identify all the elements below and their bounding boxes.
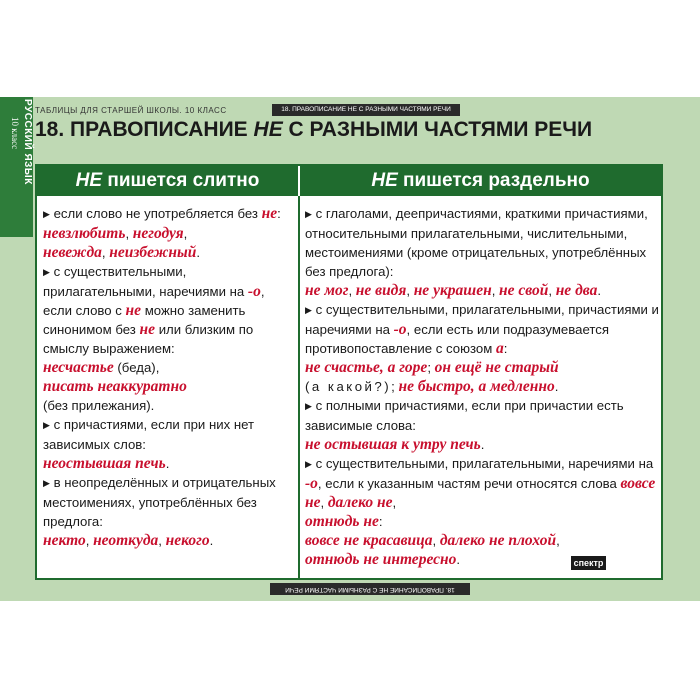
example-text: не видя — [355, 282, 407, 299]
example-text: не быстро, а медленно — [398, 378, 555, 395]
rule-text: с существительными, прилагательными, наречиями на — [315, 456, 654, 471]
bottom-title-strip: 18. ПРАВОПИСАНИЕ НЕ С РАЗНЫМИ ЧАСТЯМИ РЕЧИ — [270, 583, 470, 595]
question-text: (а какой?) — [305, 379, 392, 394]
example-text: вовсе не — [305, 475, 656, 511]
subject-label: РУССКИЙ ЯЗЫК — [22, 99, 33, 185]
rule-text: с существительными, прилагательными, наречиями на — [43, 264, 248, 299]
example-text: неизбежный — [109, 244, 197, 261]
rule-text: в неопределённых и отрицательных местоимениях, употреблённых без предлога: — [43, 475, 276, 529]
rule-text: с причастиями, если при них нет зависимых слов: — [43, 417, 255, 452]
subject-strip — [0, 97, 33, 237]
grade-label: 10 класс — [10, 117, 20, 150]
rule-text: , если к указанным частям речи относятся слова — [317, 476, 621, 491]
example-text: не — [125, 302, 142, 319]
example-text: далеко не плохой — [439, 532, 557, 549]
left-rule-3: ▶ с причастиями, если при них нет зависимых слов: неостывшая печь. — [43, 417, 255, 472]
left-header-text: пишется слитно — [102, 170, 260, 191]
example-text: отнюдь не — [305, 513, 379, 530]
example-text: не два — [555, 282, 598, 299]
rule-text: с существительными, прилагательными, причастиями и наречиями на — [305, 302, 659, 337]
example-text: он ещё не старый — [434, 359, 559, 376]
example-text: не украшен — [413, 282, 492, 299]
bullet-icon: ▶ — [43, 209, 50, 219]
right-column — [305, 204, 659, 569]
bullet-icon: ▶ — [43, 420, 50, 430]
example-text: не остывшая к утру печь — [305, 436, 481, 453]
rules-table — [35, 164, 663, 580]
example-text: а — [495, 340, 504, 357]
example-text: некто — [43, 532, 86, 549]
example-text: неоткуда — [93, 532, 159, 549]
example-text: далеко не — [327, 494, 393, 511]
example-text: не мог — [305, 282, 349, 299]
right-rule-2: ▶ с существительными, прилагательными, причастиями и наречиями на -о, если есть или подразумевается противопоставление с союзом а: не счастье, а горе; он ещё не старый (а какой?); не быстро, а медленно. — [305, 302, 659, 395]
poster — [0, 97, 700, 601]
credits-block — [571, 573, 689, 599]
left-rule-1 — [43, 204, 295, 224]
left-rule-2-examples: несчастье (беда), писать неаккуратно (без прилежания). — [43, 359, 187, 413]
rule-text: если слово не употребляется без — [53, 206, 262, 221]
synonym-text: (беда) — [113, 360, 156, 375]
bullet-icon: ▶ — [43, 478, 50, 488]
example-text: не — [139, 321, 156, 338]
left-column — [43, 204, 295, 550]
right-column-header — [300, 166, 661, 196]
column-divider — [298, 196, 300, 580]
example-text: писать неаккуратно — [43, 378, 187, 395]
example-text: некого — [165, 532, 210, 549]
title-suffix: С РАЗНЫМИ ЧАСТЯМИ РЕЧИ — [282, 118, 593, 141]
example-text: негодуя — [132, 225, 184, 242]
rule-text: , если слово с — [43, 284, 265, 318]
series-label: ТАБЛИЦЫ ДЛЯ СТАРШЕЙ ШКОЛЫ. 10 КЛАСС — [35, 106, 227, 115]
rule-text: можно заменить синонимом без — [43, 303, 246, 337]
right-rule-3: ▶ с полными причастиями, если при причастии есть зависимые слова: не остывшая к утру печь. — [305, 398, 624, 453]
example-text: не — [261, 205, 278, 222]
left-rule-1-examples: невзлюбить, негодуя, невежда, неизбежный. — [43, 225, 201, 261]
example-text: -о — [305, 475, 318, 492]
example-text: несчастье — [43, 359, 114, 376]
rule-text: : — [277, 206, 281, 221]
page-title — [35, 118, 592, 142]
rule-text: или близким по смыслу выражением: — [43, 322, 254, 356]
example-text: не свой — [499, 282, 549, 299]
example-text: невежда — [43, 244, 102, 261]
bullet-icon: ▶ — [305, 305, 312, 315]
example-text: -о — [247, 283, 261, 300]
rule-text: , если есть или подразумевается противопоставление с союзом — [305, 322, 609, 356]
rule-text: с глаголами, деепричастиями, краткими причастиями, относительными прилагательными, числительными, местоимениями (кроме отрицательных, употреблённых без предлога): — [305, 206, 648, 279]
left-header-ne: НЕ — [75, 170, 103, 191]
right-rule-4: ▶ с существительными, прилагательными, наречиями на -о, если к указанным частям речи относятся слова вовсе не, далеко не, отнюдь не: вовсе не красавица, далеко не плохой, отнюдь не интересно. — [305, 456, 656, 568]
right-rule-1: ▶ с глаголами, деепричастиями, краткими причастиями, относительными прилагательными, числительными, местоимениями (кроме отрицательных, употреблённых без предлога): не мог, не видя, не украшен, не свой, не два. — [305, 206, 648, 299]
top-title-strip: 18. ПРАВОПИСАНИЕ НЕ С РАЗНЫМИ ЧАСТЯМИ РЕЧИ — [272, 104, 460, 116]
example-text: отнюдь не интересно — [305, 551, 457, 568]
title-prefix: 18. ПРАВОПИСАНИЕ — [35, 118, 254, 141]
bullet-icon: ▶ — [43, 267, 50, 277]
title-ne: НЕ — [253, 118, 283, 141]
rule-text: с полными причастиями, если при причастии есть зависимые слова: — [305, 398, 624, 433]
left-column-header — [37, 166, 298, 196]
right-header-text: пишется раздельно — [397, 170, 590, 191]
example-text: неостывшая печь — [43, 455, 166, 472]
publisher-logo: спектр — [571, 556, 606, 570]
synonym-text: (без прилежания) — [43, 398, 151, 413]
bullet-icon: ▶ — [305, 401, 312, 411]
example-text: -о — [393, 321, 407, 338]
left-rule-4: ▶ в неопределённых и отрицательных местоимениях, употреблённых без предлога: некто, неоткуда, некого. — [43, 475, 276, 549]
example-text: не счастье, а горе — [305, 359, 428, 376]
example-text: вовсе не красавица — [305, 532, 433, 549]
example-text: невзлюбить — [43, 225, 126, 242]
right-header-ne: НЕ — [371, 170, 398, 191]
bullet-icon: ▶ — [305, 209, 312, 219]
left-rule-2 — [43, 262, 295, 358]
bullet-icon: ▶ — [305, 459, 312, 469]
